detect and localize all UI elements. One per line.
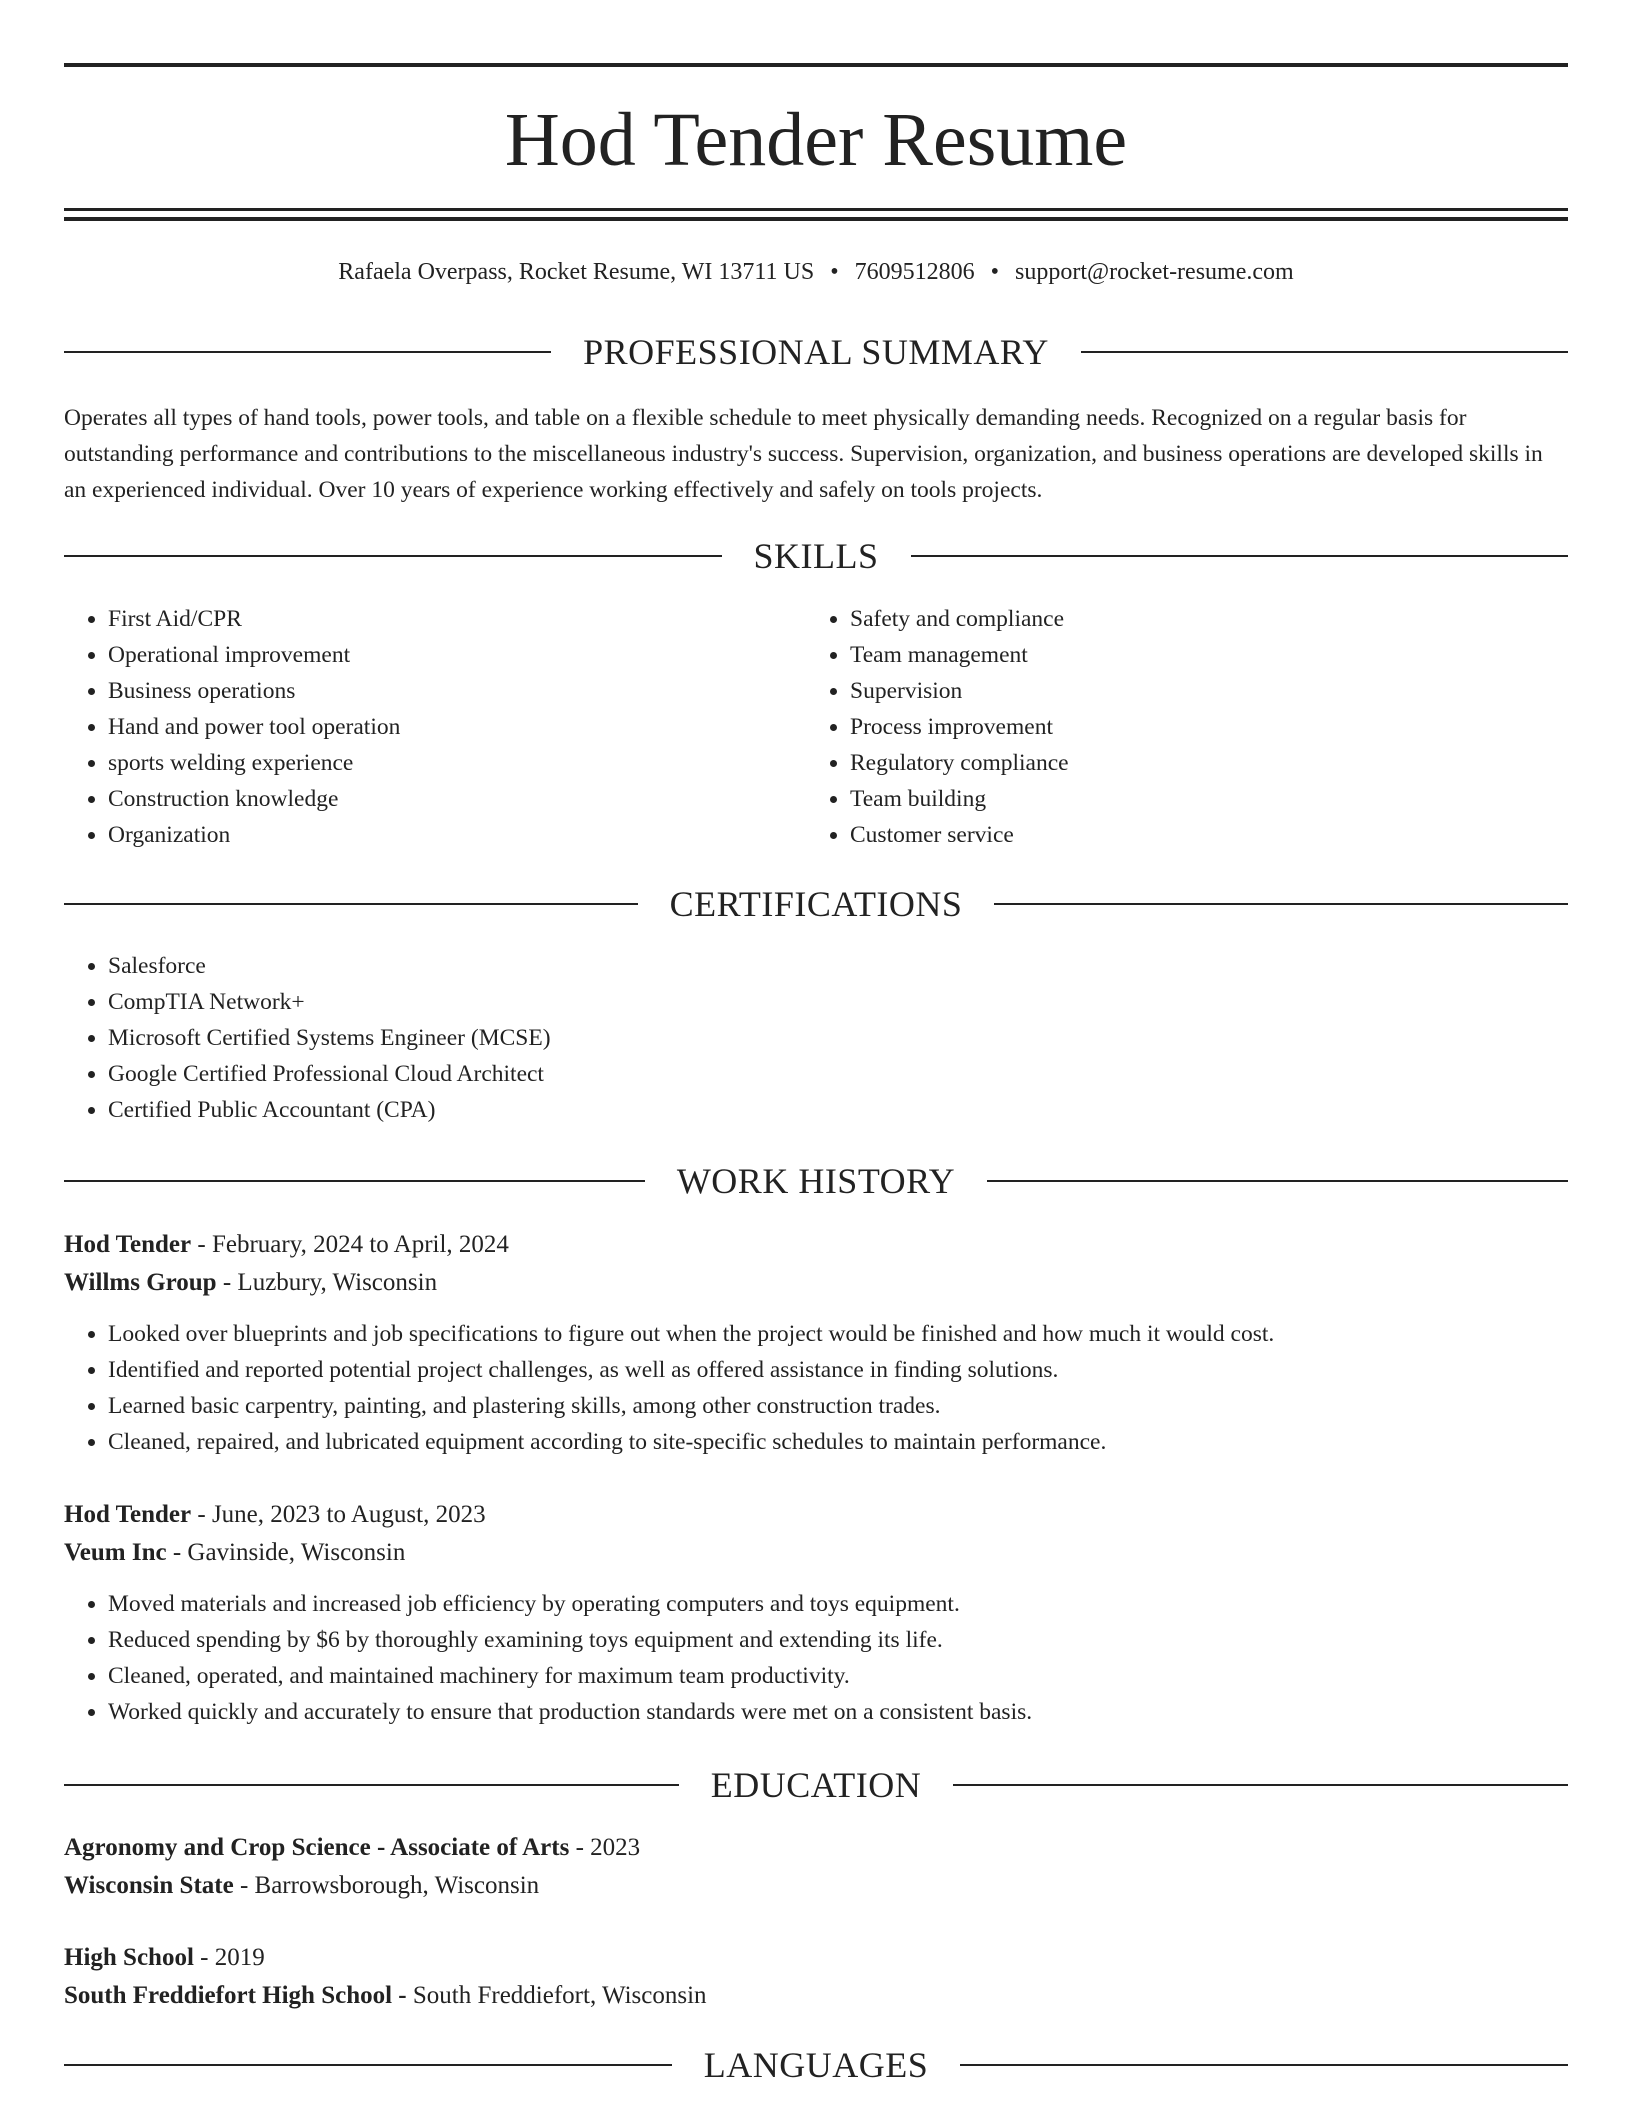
section-heading-languages <box>64 2041 1568 2089</box>
skill-item: • Process improvement <box>850 709 1506 745</box>
education-degree: High School <box>64 1944 194 1971</box>
job-bullet: • Reduced spending by $6 by thoroughly examining toys equipment and extending its life. <box>108 1622 1568 1658</box>
certification-item: • CompTIA Network+ <box>108 984 1064 1020</box>
heading-rule <box>994 903 1568 905</box>
job-entry <box>64 1496 1568 1730</box>
contact-line <box>64 254 1568 290</box>
skill-item: • First Aid/CPR <box>108 601 764 637</box>
section-heading-skills <box>64 532 1568 580</box>
section-title: EDUCATION <box>710 1765 922 1805</box>
section-heading-education <box>64 1761 1568 1809</box>
job-title-line <box>64 1496 1568 1534</box>
contact-address: Rafaela Overpass, Rocket Resume, WI 13711 US <box>338 259 815 285</box>
education-school: South Freddiefort High School - <box>64 1982 407 2009</box>
job-location: - Luzbury, Wisconsin <box>216 1269 438 1296</box>
contact-phone: 7609512806 <box>854 259 975 285</box>
job-location: - Gavinside, Wisconsin <box>166 1539 406 1566</box>
education-entry <box>64 1829 1568 1905</box>
skill-item: • Customer service <box>850 817 1506 853</box>
skill-item: • Supervision <box>850 673 1506 709</box>
job-title-line <box>64 1226 1568 1264</box>
skill-item: • Regulatory compliance <box>850 745 1506 781</box>
job-bullet: • Learned basic carpentry, painting, and plastering skills, among other construction trades. <box>108 1388 1568 1424</box>
skill-item: • Safety and compliance <box>850 601 1506 637</box>
contact-separator: • <box>830 259 839 285</box>
education-year: - 2023 <box>569 1834 641 1861</box>
skill-item: • Operational improvement <box>108 637 764 673</box>
certification-item: • Microsoft Certified Systems Engineer (MCSE) <box>108 1020 1064 1056</box>
skill-item: • Business operations <box>108 673 764 709</box>
title-double-rule <box>64 208 1568 221</box>
section-title: WORK HISTORY <box>676 1161 956 1201</box>
skill-item: • Organization <box>108 817 764 853</box>
job-company: Willms Group <box>64 1269 217 1296</box>
heading-rule <box>64 2064 672 2066</box>
job-bullet: • Looked over blueprints and job specifications to figure out when the project would be finished and how much it would cost. <box>108 1316 1568 1352</box>
heading-rule <box>64 1784 679 1786</box>
education-entry <box>64 1939 1568 2015</box>
certification-item: • Google Certified Professional Cloud Architect <box>108 1056 1064 1092</box>
job-bullet: • Moved materials and increased job efficiency by operating computers and toys equipment. <box>108 1586 1568 1622</box>
heading-rule <box>64 351 551 353</box>
job-bullet: • Cleaned, repaired, and lubricated equipment according to site-specific schedules to maintain performance. <box>108 1424 1568 1460</box>
section-title: LANGUAGES <box>703 2045 929 2085</box>
section-title: SKILLS <box>753 536 879 576</box>
heading-rule <box>64 1180 645 1182</box>
skill-item: • Construction knowledge <box>108 781 764 817</box>
job-dates: - February, 2024 to April, 2024 <box>191 1231 509 1258</box>
education-year: - 2019 <box>193 1944 265 1971</box>
top-rule <box>64 63 1568 67</box>
job-title: Hod Tender <box>64 1501 192 1528</box>
heading-rule <box>1081 351 1568 353</box>
certification-item: • Salesforce <box>108 948 1064 984</box>
education-school-line <box>64 1977 1568 2015</box>
job-entry <box>64 1226 1568 1460</box>
heading-rule <box>64 903 638 905</box>
education-location: - Barrowsborough, Wisconsin <box>233 1872 540 1899</box>
skills-column-right <box>806 601 1506 853</box>
education-degree-line <box>64 1939 1568 1977</box>
education-school-line <box>64 1867 1568 1905</box>
heading-rule <box>911 555 1569 557</box>
education-degree-line <box>64 1829 1568 1867</box>
section-heading-summary <box>64 328 1568 376</box>
section-heading-certifications <box>64 880 1568 928</box>
skills-column-left <box>64 601 764 853</box>
skill-item: • Team building <box>850 781 1506 817</box>
heading-rule <box>953 1784 1568 1786</box>
job-bullet: • Identified and reported potential project challenges, as well as offered assistance in finding solutions. <box>108 1352 1568 1388</box>
job-company: Veum Inc <box>64 1539 167 1566</box>
certifications-list <box>64 948 1064 1128</box>
skill-item: • Hand and power tool operation <box>108 709 764 745</box>
summary-paragraph: Operates all types of hand tools, power tools, and table on a flexible schedule to meet physically demanding needs. Recognized on a regular basis for outstanding performance and contributions to the miscellaneous industry's success. Supervision, organization, and business operations are developed skills in an experienced individual. Over 10 years of experience working effectively and safely on tools projects. <box>64 405 1543 503</box>
contact-email: support@rocket-resume.com <box>1015 259 1294 285</box>
skill-item: • Team management <box>850 637 1506 673</box>
job-bullet: • Cleaned, operated, and maintained machinery for maximum team productivity. <box>108 1658 1568 1694</box>
education-school: Wisconsin State <box>64 1872 234 1899</box>
job-company-line <box>64 1264 1568 1302</box>
section-title: PROFESSIONAL SUMMARY <box>583 332 1049 372</box>
certification-item: • Certified Public Accountant (CPA) <box>108 1092 1064 1128</box>
section-title: CERTIFICATIONS <box>669 884 963 924</box>
heading-rule <box>960 2064 1568 2066</box>
education-degree: Agronomy and Crop Science - Associate of Arts <box>64 1834 570 1861</box>
resume-title: Hod Tender Resume <box>504 98 1128 182</box>
job-bullet: • Worked quickly and accurately to ensure that production standards were met on a consistent basis. <box>108 1694 1568 1730</box>
section-heading-work-history <box>64 1157 1568 1205</box>
education-location: South Freddiefort, Wisconsin <box>406 1982 707 2009</box>
skill-item: • sports welding experience <box>108 745 764 781</box>
contact-separator: • <box>990 259 999 285</box>
job-dates: - June, 2023 to August, 2023 <box>191 1501 486 1528</box>
job-company-line <box>64 1534 1568 1572</box>
job-title: Hod Tender <box>64 1231 192 1258</box>
heading-rule <box>64 555 722 557</box>
heading-rule <box>987 1180 1568 1182</box>
